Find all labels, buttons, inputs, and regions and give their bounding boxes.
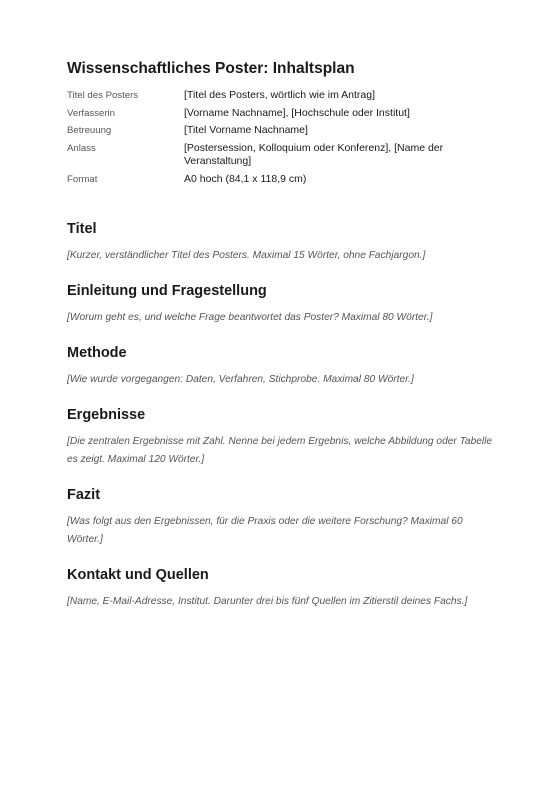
section-contact-sources — [67, 566, 500, 611]
section-method — [67, 344, 500, 389]
document-title: Wissenschaftliches Poster: Inhaltsplan — [67, 60, 355, 77]
section-body: [Die zentralen Ergebnisse mit Zahl. Nenne bei jedem Ergebnis, welche Abbildung oder Tabelle es zeigt. Maximal 120 Wörter.] — [67, 435, 493, 465]
section-body: [Wie wurde vorgegangen: Daten, Verfahren, Stichprobe. Maximal 80 Wörter.] — [67, 373, 414, 385]
meta-key-format: Format — [67, 173, 98, 185]
section-introduction — [67, 282, 500, 327]
metadata-table — [67, 89, 500, 187]
section-heading: Titel — [67, 220, 97, 237]
meta-key-author: Verfasserin — [67, 107, 115, 119]
section-heading: Methode — [67, 344, 127, 361]
meta-value-author: [Vorname Nachname], [Hochschule oder Institut] — [184, 106, 410, 119]
meta-key-supervision: Betreuung — [67, 125, 112, 137]
section-title — [67, 220, 500, 265]
meta-value-format: A0 hoch (84,1 x 118,9 cm) — [184, 172, 307, 185]
section-heading: Kontakt und Quellen — [67, 566, 209, 583]
section-body: [Name, E-Mail-Adresse, Institut. Darunter drei bis fünf Quellen im Zitierstil deines Fachs.] — [67, 595, 468, 607]
section-conclusion — [67, 486, 500, 549]
section-heading: Ergebnisse — [67, 406, 146, 423]
section-body: [Worum geht es, und welche Frage beantwortet das Poster? Maximal 80 Wörter.] — [67, 311, 433, 323]
section-body: [Was folgt aus den Ergebnissen, für die Praxis oder die weitere Forschung? Maximal 60 Wörter.] — [67, 515, 463, 545]
section-heading: Fazit — [67, 486, 101, 503]
meta-key-poster-title: Titel des Posters — [67, 90, 139, 101]
section-heading: Einleitung und Fragestellung — [67, 282, 267, 299]
meta-value-occasion: [Postersession, Kolloquium oder Konferenz], [Name der Veranstaltung] — [184, 141, 444, 168]
meta-key-occasion: Anlass — [67, 142, 96, 154]
meta-value-poster-title: [Titel des Posters, wörtlich wie im Antrag] — [184, 89, 376, 101]
section-body: [Kurzer, verständlicher Titel des Posters. Maximal 15 Wörter, ohne Fachjargon.] — [67, 249, 426, 261]
meta-value-supervision: [Titel Vorname Nachname] — [184, 124, 308, 137]
section-results — [67, 406, 500, 469]
